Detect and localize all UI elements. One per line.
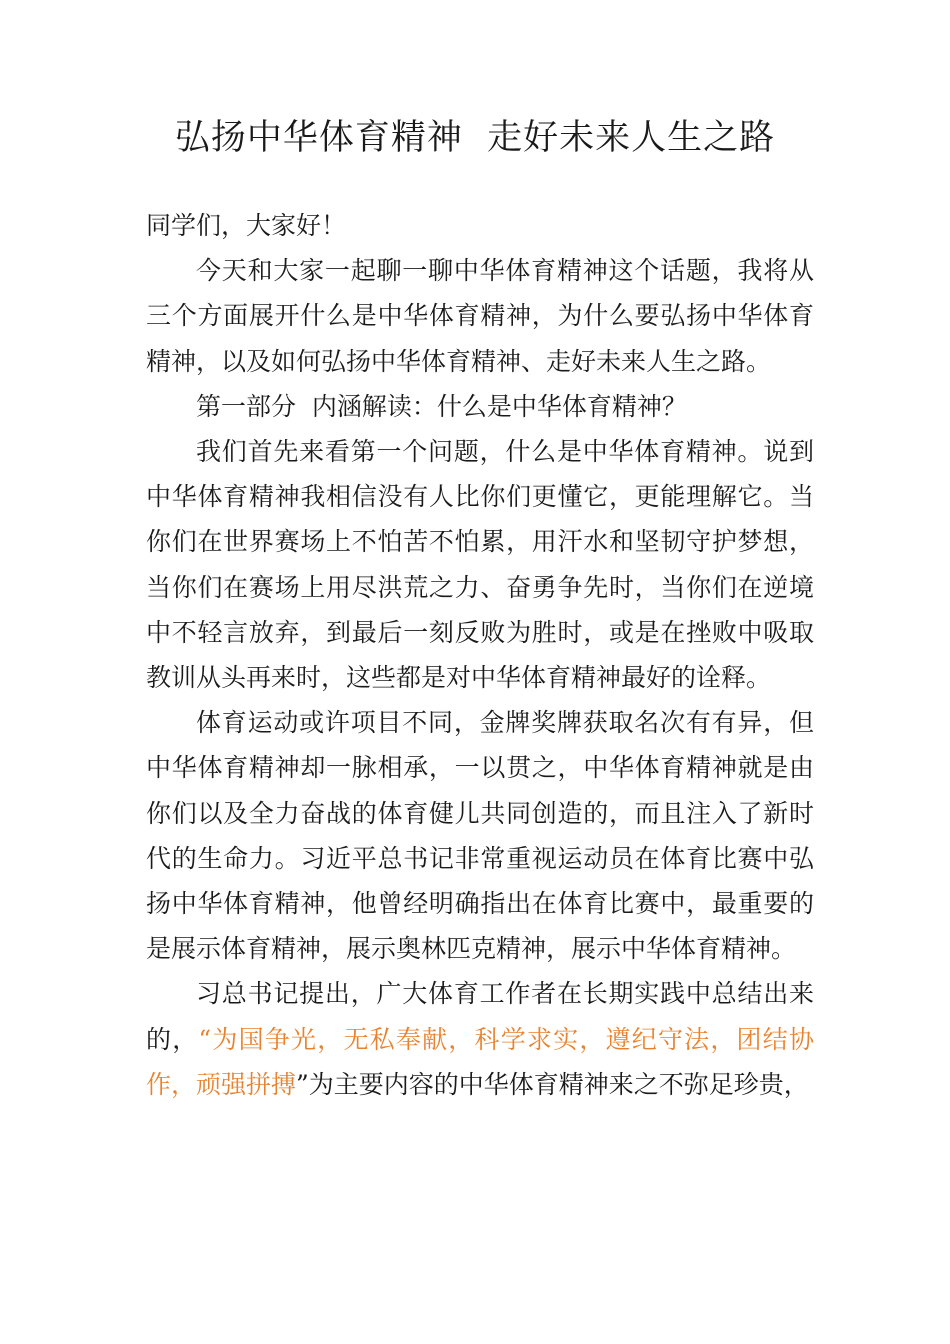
greeting: 同学们，大家好！ (146, 211, 347, 240)
paragraph-spirit (146, 971, 814, 1107)
document-body (146, 203, 814, 1107)
section-heading: 第一部分 内涵解读：什么是中华体育精神？ (196, 391, 687, 421)
paragraph-legacy: 体育运动或许项目不同，金牌奖牌获取名次有有异，但中华体育精神却一脉相承，一以贯之，中华体育精神就是由你们以及全力奋战的体育健儿共同创造的，而且注入了新时代的生命力。习近平总书记非常重视运动员在体育比赛中弘扬中华体育精神，他曾经明确指出在体育比赛中，最重要的是展示体育精神，展示奥林匹克精神，展示中华体育精神。 (146, 708, 814, 964)
paragraph-spirit-lead: 习总书记提出，广大体育工作者在长期实践中总结出来的， (146, 979, 814, 1054)
document-title: 弘扬中华体育精神 走好未来人生之路 (174, 118, 776, 158)
highlighted-quote: “为国争光，无私奉献，科学求实，遵纪守法，团结协作，顽强拼搏 (146, 1024, 814, 1099)
paragraph-intro: 今天和大家一起聊一聊中华体育精神这个话题，我将从三个方面展开什么是中华体育精神，为什么要弘扬中华体育精神，以及如何弘扬中华体育精神、走好未来人生之路。 (146, 256, 814, 376)
paragraph-spirit-tail: ”为主要内容的中华体育精神来之不弥足珍贵， (296, 1069, 809, 1099)
paragraph-meaning: 我们首先来看第一个问题，什么是中华体育精神。说到中华体育精神我相信没有人比你们更懂它，更能理解它。当你们在世界赛场上不怕苦不怕累，用汗水和坚韧守护梦想， 当你们在赛场上用尽洪荒之力、奋勇争先时，当你们在逆境中不轻言放弃，到最后一刻反败为胜时，或是在挫败中吸取教训从头再来时，这些都是对中华体育精神最好的诠释。 (146, 437, 814, 693)
